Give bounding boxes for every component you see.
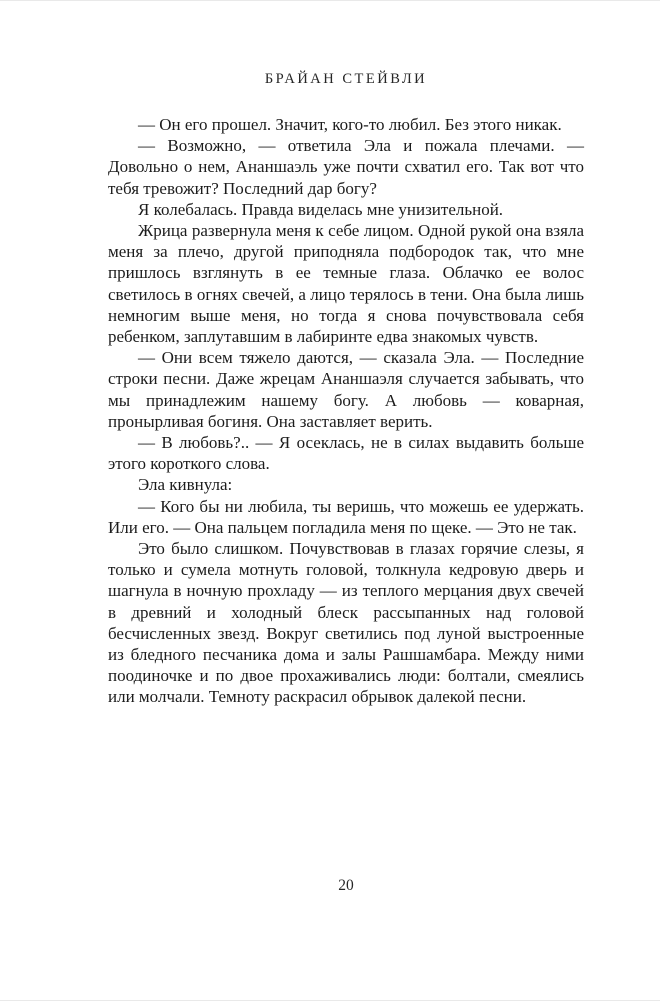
- paragraph: Я колебалась. Правда виделась мне унизительной.: [138, 199, 504, 219]
- paragraph: — Они всем тяжело даются, — сказала Эла. — Последние строки песни. Даже жрецам Ананшаэля случается забывать, что мы принадлежим нашему богу. А любовь — коварная, пронырливая богиня. Она заставляет верить.: [108, 348, 584, 431]
- paragraph: — В любовь?.. — Я осеклась, не в силах выдавить больше этого короткого слова.: [108, 433, 584, 474]
- page-body-text: [108, 114, 584, 708]
- paragraph: — Он его прошел. Значит, кого-то любил. Без этого никак.: [138, 115, 562, 134]
- paragraph: Эла кивнула:: [138, 475, 233, 495]
- paragraph: Это было слишком. Почувствовав в глазах горячие слезы, я только и сумела мотнуть головой, толкнула кедровую дверь и шагнула в ночную прохладу — из теплого мерцания двух свечей в древний и холодный блеск рассыпанных над головой бесчисленных звезд. Вокруг светились под луной выстроенные из бледного песчаника дома и залы Рашшамбара. Между ними поодиночке и по двое прохаживались люди: болтали, смеялись или молчали. Темноту раскрасил обрывок далекой песни.: [108, 539, 584, 707]
- page-number: 20: [338, 877, 354, 894]
- paragraph: — Кого бы ни любила, ты веришь, что можешь ее удержать. Или его. — Она пальцем погладила меня по щеке. — Это не так.: [108, 496, 584, 537]
- paragraph: Жрица развернула меня к себе лицом. Одной рукой она взяла меня за плечо, другой приподняла подбородок так, что мне пришлось взглянуть в ее темные глаза. Облачко ее волос светилось в огнях свечей, а лицо терялось в тени. Она была лишь немногим выше меня, но тогда я снова почувствовала себя ребенком, заплутавшим в лабиринте едва знакомых чувств.: [108, 221, 584, 347]
- paragraph: — Возможно, — ответила Эла и пожала плечами. — Довольно о нем, Ананшаэль уже почти схватил его. Так вот что тебя тревожит? Последний дар богу?: [108, 136, 584, 198]
- running-header-author: БРАЙАН СТЕЙВЛИ: [264, 71, 428, 87]
